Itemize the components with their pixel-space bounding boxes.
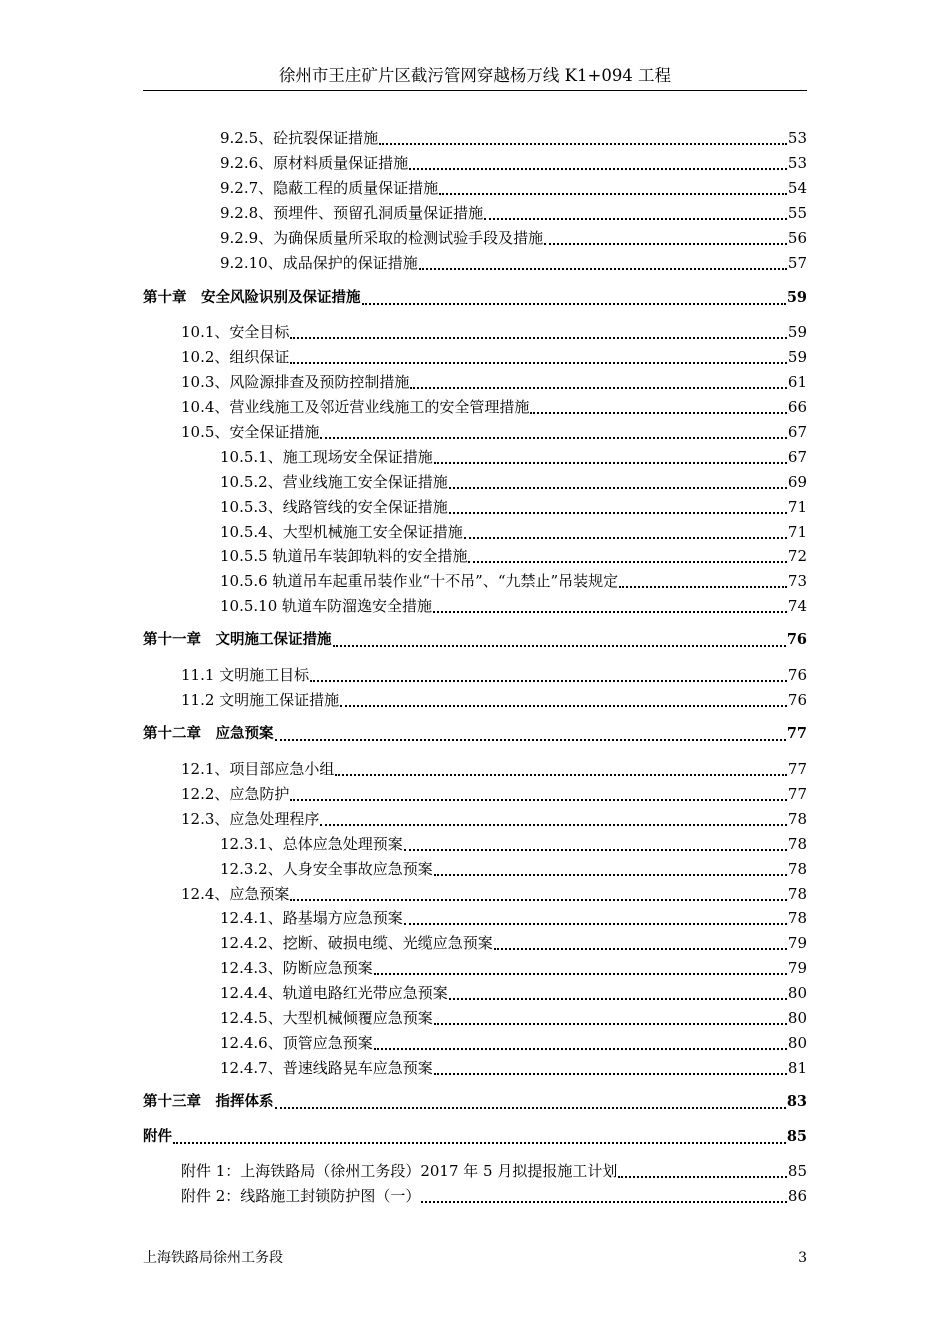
toc-entry[interactable] — [181, 757, 807, 779]
toc-entry[interactable] — [220, 1031, 807, 1053]
toc-entry-title: 10.3、风险源排查及预防控制措施 — [181, 373, 410, 391]
toc-entry[interactable] — [181, 807, 807, 829]
toc-entry-page: 76 — [787, 691, 807, 709]
toc-dot-leader — [340, 705, 787, 707]
toc-dot-leader — [468, 561, 786, 563]
toc-entry-page: 59 — [787, 323, 807, 341]
toc-entry-title: 附件 1：上海铁路局（徐州工务段）2017 年 5 月拟提报施工计划 — [181, 1162, 618, 1180]
toc-entry[interactable] — [220, 520, 807, 542]
toc-entry-page: 66 — [787, 398, 807, 416]
toc-entry-page: 57 — [787, 254, 807, 272]
toc-entry[interactable] — [181, 345, 807, 367]
toc-entry[interactable] — [220, 126, 807, 148]
toc-entry-page: 59 — [786, 289, 807, 306]
toc-entry-title: 9.2.9、为确保质量所采取的检测试验手段及措施 — [220, 229, 544, 247]
toc-entry-page: 59 — [787, 348, 807, 366]
header-divider — [143, 90, 807, 91]
toc-entry[interactable] — [181, 663, 807, 685]
toc-entry-page: 78 — [787, 835, 807, 853]
toc-entry-title: 第十章 安全风险识别及保证措施 — [143, 289, 361, 306]
toc-entry[interactable] — [220, 544, 807, 566]
toc-entry-page: 83 — [786, 1093, 807, 1110]
toc-entry-title: 12.2、应急防护 — [181, 785, 290, 803]
toc-entry-title: 9.2.10、成品保护的保证措施 — [220, 254, 418, 272]
toc-entry-page: 76 — [787, 666, 807, 684]
toc-entry-title: 第十一章 文明施工保证措施 — [143, 631, 332, 648]
toc-dot-leader — [434, 462, 787, 464]
toc-entry-title: 10.5.1、施工现场安全保证措施 — [220, 448, 433, 466]
toc-entry-title: 12.1、项目部应急小组 — [181, 760, 335, 778]
toc-entry-title: 12.4.2、挖断、破损电缆、光缆应急预案 — [220, 934, 493, 952]
toc-entry[interactable] — [220, 445, 807, 467]
toc-dot-leader — [410, 387, 787, 389]
toc-entry-page: 77 — [786, 725, 807, 742]
toc-entry-page: 78 — [787, 810, 807, 828]
toc-entry-title: 第十二章 应急预案 — [143, 725, 274, 742]
toc-entry-title: 10.5.2、营业线施工安全保证措施 — [220, 473, 448, 491]
page-header-title: 徐州市王庄矿片区截污管网穿越杨万线 K1+094 工程 — [278, 66, 672, 85]
toc-dot-leader — [374, 973, 787, 975]
toc-entry-title: 10.5.4、大型机械施工安全保证措施 — [220, 523, 463, 541]
toc-entry-title: 10.4、营业线施工及邻近营业线施工的安全管理措施 — [181, 398, 530, 416]
toc-entry-title: 11.1 文明施工目标 — [181, 666, 310, 684]
toc-entry[interactable] — [220, 251, 807, 273]
toc-entry-title: 12.4.6、顶管应急预案 — [220, 1034, 373, 1052]
toc-entry-title: 12.3.2、人身安全事故应急预案 — [220, 860, 433, 878]
toc-entry[interactable] — [181, 1184, 807, 1206]
toc-dot-leader — [421, 1201, 787, 1203]
toc-entry[interactable] — [143, 1090, 807, 1112]
toc-entry[interactable] — [181, 882, 807, 904]
toc-entry-page: 53 — [787, 129, 807, 147]
toc-entry[interactable] — [181, 395, 807, 417]
toc-entry-page: 69 — [787, 473, 807, 491]
toc-dot-leader — [530, 412, 787, 414]
toc-entry-title: 附件 — [143, 1128, 172, 1145]
toc-entry-page: 85 — [787, 1162, 807, 1180]
toc-dot-leader — [619, 586, 787, 588]
toc-entry[interactable] — [181, 370, 807, 392]
toc-dot-leader — [379, 143, 787, 145]
toc-entry[interactable] — [220, 956, 807, 978]
toc-entry-title: 12.4、应急预案 — [181, 885, 290, 903]
toc-dot-leader — [333, 645, 786, 647]
toc-entry-title: 10.5.5 轨道吊车装卸轨料的安全措施 — [220, 547, 468, 565]
toc-entry[interactable] — [220, 1006, 807, 1028]
toc-entry-title: 12.3、应急处理程序 — [181, 810, 320, 828]
toc-entry-page: 56 — [787, 229, 807, 247]
toc-entry[interactable] — [220, 495, 807, 517]
toc-entry[interactable] — [220, 594, 807, 616]
toc-entry[interactable] — [181, 688, 807, 710]
toc-entry-page: 53 — [787, 154, 807, 172]
toc-dot-leader — [434, 874, 787, 876]
toc-dot-leader — [404, 849, 787, 851]
toc-entry[interactable] — [143, 628, 807, 650]
toc-dot-leader — [320, 437, 787, 439]
toc-dot-leader — [290, 799, 787, 801]
toc-entry-title: 12.4.7、普速线路晃车应急预案 — [220, 1059, 433, 1077]
toc-entry[interactable] — [220, 906, 807, 928]
toc-dot-leader — [449, 487, 787, 489]
toc-dot-leader — [290, 337, 787, 339]
toc-entry-page: 77 — [787, 760, 807, 778]
toc-entry[interactable] — [143, 1125, 807, 1147]
toc-entry[interactable] — [220, 1056, 807, 1078]
toc-dot-leader — [544, 243, 787, 245]
toc-dot-leader — [449, 998, 787, 1000]
toc-entry-title: 12.4.4、轨道电路红光带应急预案 — [220, 984, 448, 1002]
toc-dot-leader — [449, 512, 787, 514]
toc-entry-page: 54 — [787, 179, 807, 197]
toc-entry-title: 10.5、安全保证措施 — [181, 423, 320, 441]
toc-entry-title: 10.5.10 轨道车防溜逸安全措施 — [220, 597, 433, 615]
toc-entry-title: 12.4.3、防断应急预案 — [220, 959, 373, 977]
toc-entry-title: 9.2.5、砼抗裂保证措施 — [220, 129, 379, 147]
toc-entry-title: 10.1、安全目标 — [181, 323, 290, 341]
toc-dot-leader — [275, 739, 786, 741]
toc-dot-leader — [409, 168, 787, 170]
toc-entry[interactable] — [143, 286, 807, 308]
toc-entry-title: 9.2.6、原材料质量保证措施 — [220, 154, 409, 172]
toc-entry-title: 10.2、组织保证 — [181, 348, 290, 366]
toc-dot-leader — [290, 899, 787, 901]
toc-entry[interactable] — [220, 176, 807, 198]
toc-entry[interactable] — [220, 857, 807, 879]
toc-dot-leader — [173, 1142, 786, 1144]
toc-entry-page: 71 — [787, 523, 807, 541]
toc-entry-title: 11.2 文明施工保证措施 — [181, 691, 340, 709]
footer-organization: 上海铁路局徐州工务段 — [143, 1250, 283, 1266]
toc-dot-leader — [290, 362, 787, 364]
toc-entry[interactable] — [220, 981, 807, 1003]
toc-dot-leader — [335, 774, 787, 776]
toc-entry-page: 72 — [787, 547, 807, 565]
toc-entry-page: 78 — [787, 885, 807, 903]
toc-entry-title: 9.2.8、预埋件、预留孔洞质量保证措施 — [220, 204, 484, 222]
toc-entry-title: 12.4.5、大型机械倾覆应急预案 — [220, 1009, 433, 1027]
toc-entry[interactable] — [220, 470, 807, 492]
toc-entry-page: 78 — [787, 909, 807, 927]
toc-entry-page: 55 — [787, 204, 807, 222]
toc-entry-page: 79 — [787, 959, 807, 977]
toc-entry[interactable] — [220, 832, 807, 854]
toc-entry[interactable] — [143, 722, 807, 744]
toc-dot-leader — [433, 611, 787, 613]
toc-entry-title: 10.5.6 轨道吊车起重吊装作业“十不吊”、“九禁止”吊装规定 — [220, 572, 619, 590]
toc-entry-title: 附件 2：线路施工封锁防护图（一） — [181, 1187, 421, 1205]
toc-entry-page: 86 — [787, 1187, 807, 1205]
toc-dot-leader — [439, 193, 787, 195]
toc-entry-page: 67 — [787, 448, 807, 466]
toc-entry-title: 10.5.3、线路管线的安全保证措施 — [220, 498, 448, 516]
toc-entry[interactable] — [220, 569, 807, 591]
toc-entry-title: 12.4.1、路基塌方应急预案 — [220, 909, 403, 927]
toc-dot-leader — [404, 923, 787, 925]
toc-dot-leader — [494, 948, 787, 950]
toc-entry-page: 85 — [786, 1128, 807, 1145]
toc-entry-title: 12.3.1、总体应急处理预案 — [220, 835, 403, 853]
toc-entry-page: 73 — [787, 572, 807, 590]
toc-entry-page: 71 — [787, 498, 807, 516]
toc-entry-page: 80 — [787, 984, 807, 1002]
toc-entry[interactable] — [220, 151, 807, 173]
toc-entry-page: 78 — [787, 860, 807, 878]
toc-dot-leader — [464, 537, 787, 539]
toc-dot-leader — [310, 680, 787, 682]
toc-dot-leader — [362, 303, 786, 305]
toc-entry-page: 77 — [787, 785, 807, 803]
toc-entry-page: 79 — [787, 934, 807, 952]
toc-dot-leader — [275, 1107, 786, 1109]
toc-entry[interactable] — [220, 931, 807, 953]
toc-entry-page: 80 — [787, 1034, 807, 1052]
toc-dot-leader — [434, 1023, 787, 1025]
toc-entry-page: 81 — [787, 1059, 807, 1077]
footer-page-number: 3 — [798, 1250, 807, 1266]
toc-entry[interactable] — [181, 320, 807, 342]
toc-entry-page: 74 — [787, 597, 807, 615]
toc-entry[interactable] — [181, 1159, 807, 1181]
toc-entry[interactable] — [220, 226, 807, 248]
toc-entry-page: 61 — [787, 373, 807, 391]
toc-entry[interactable] — [181, 782, 807, 804]
toc-entry-title: 9.2.7、隐蔽工程的质量保证措施 — [220, 179, 439, 197]
toc-entry[interactable] — [181, 420, 807, 442]
toc-dot-leader — [320, 824, 787, 826]
toc-entry-page: 67 — [787, 423, 807, 441]
toc-entry-title: 第十三章 指挥体系 — [143, 1093, 274, 1110]
toc-dot-leader — [374, 1048, 787, 1050]
toc-entry-page: 76 — [786, 631, 807, 648]
toc-dot-leader — [618, 1176, 787, 1178]
toc-entry[interactable] — [220, 201, 807, 223]
toc-dot-leader — [434, 1073, 787, 1075]
toc-entry-page: 80 — [787, 1009, 807, 1027]
toc-dot-leader — [484, 218, 787, 220]
toc-dot-leader — [419, 268, 787, 270]
